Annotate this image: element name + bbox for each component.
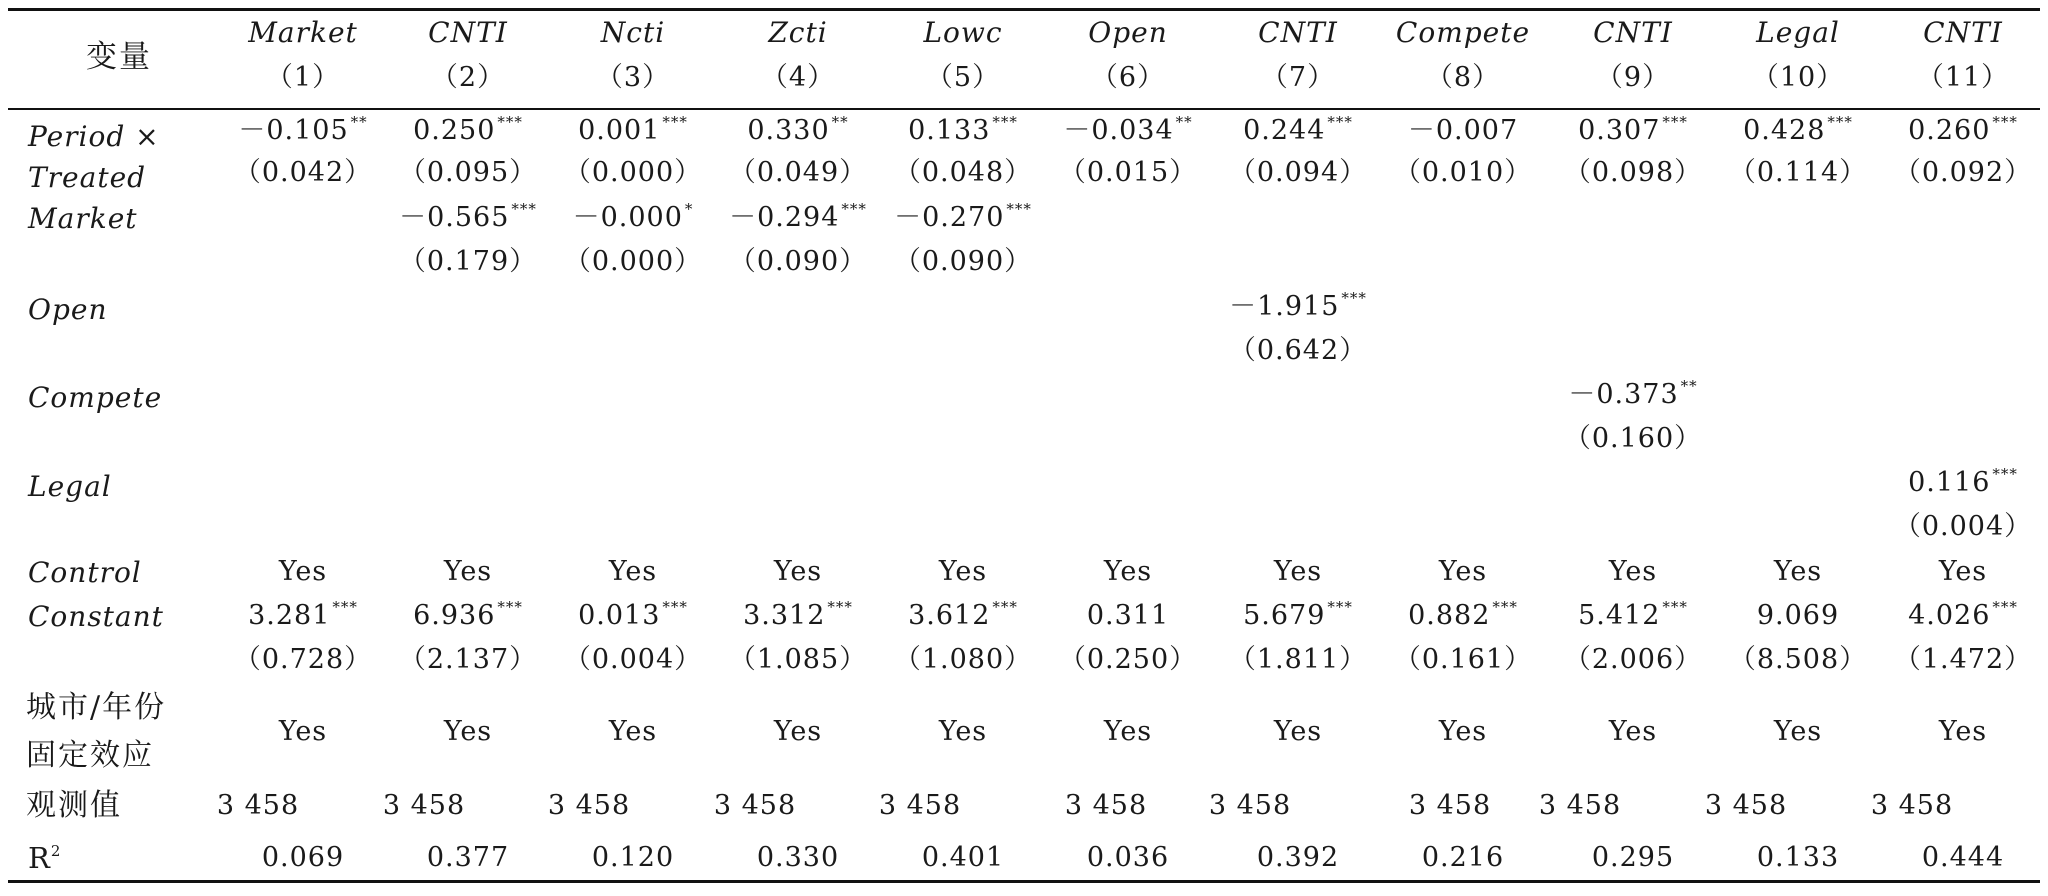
r-squared-value: 0.069 [261, 842, 345, 873]
coef-legal [1908, 465, 2018, 498]
observations-value: 3 458 [216, 790, 300, 821]
column-header-number: （9） [1595, 62, 1671, 93]
se-constant: （2.006） [1563, 644, 1703, 675]
coef-period-treated [238, 113, 368, 146]
se-period-treated: （0.098） [1563, 157, 1703, 188]
coef-constant-value: 5.679 [1243, 600, 1326, 631]
coef-constant [1243, 598, 1353, 631]
coef-period-treated-value: 0.260 [1908, 115, 1991, 146]
coef-constant [1408, 598, 1518, 631]
se-compete: （0.160） [1563, 423, 1703, 454]
coef-constant [1087, 601, 1169, 631]
top-rule [8, 8, 2040, 11]
column-header-name: CNTI [1258, 16, 1338, 49]
column-header-number: （6） [1090, 62, 1166, 93]
fixed-effects-yes: Yes [608, 716, 658, 747]
column-header-number: （4） [760, 62, 836, 93]
column-header-number: （11） [1916, 62, 2010, 93]
row-label-r-squared: $R^2$ [28, 841, 62, 875]
coef-constant-value: 0.311 [1086, 600, 1170, 631]
row-label-market: Market [28, 202, 138, 235]
coef-market [729, 200, 867, 233]
control-yes: Yes [1438, 556, 1488, 587]
column-header-number: （5） [925, 62, 1001, 93]
coef-market-stars: *** [1006, 200, 1032, 218]
row-label-fixed-effects-2: 固定效应 [26, 738, 154, 773]
observations-value: 3 458 [1704, 790, 1788, 821]
fixed-effects-yes: Yes [1938, 716, 1988, 747]
coef-constant-value: 5.412 [1578, 600, 1661, 631]
coef-period-treated [747, 113, 849, 146]
r-squared-value: 0.216 [1421, 842, 1505, 873]
se-open: （0.642） [1228, 335, 1368, 366]
control-yes: Yes [443, 556, 493, 587]
se-constant: （1.080） [893, 644, 1033, 675]
coef-period-treated [578, 113, 688, 146]
r-squared-value: 0.444 [1921, 842, 2005, 873]
coef-period-treated [908, 113, 1018, 146]
coef-constant-value: 3.612 [908, 600, 991, 631]
row-label-control: Control [28, 556, 142, 589]
control-yes: Yes [1103, 556, 1153, 587]
coef-period-treated-stars: ** [831, 113, 849, 131]
coef-constant [248, 598, 358, 631]
column-header-name: CNTI [428, 16, 508, 49]
se-period-treated: （0.049） [728, 157, 868, 188]
coef-period-treated-stars: *** [1327, 113, 1353, 131]
coef-compete-stars: ** [1680, 377, 1698, 395]
coef-market-stars: *** [841, 200, 867, 218]
coef-market-value: －0.294 [729, 202, 840, 233]
row-label-legal: Legal [28, 470, 112, 503]
column-header-number: （8） [1425, 62, 1501, 93]
coef-period-treated-stars: *** [1662, 113, 1688, 131]
coef-period-treated [1908, 113, 2018, 146]
column-header-number: （10） [1751, 62, 1845, 93]
control-yes: Yes [1938, 556, 1988, 587]
se-period-treated: （0.042） [233, 157, 373, 188]
coef-period-treated [413, 113, 523, 146]
coef-period-treated-stars: *** [992, 113, 1018, 131]
control-yes: Yes [608, 556, 658, 587]
coef-period-treated-value: 0.250 [413, 115, 496, 146]
observations-value: 3 458 [1064, 790, 1148, 821]
coef-constant [1908, 598, 2018, 631]
r-squared-value: 0.377 [426, 842, 510, 873]
control-yes: Yes [278, 556, 328, 587]
column-header-name: CNTI [1923, 16, 2003, 49]
se-constant: （1.472） [1893, 644, 2033, 675]
column-header-name: Lowc [923, 16, 1003, 49]
coef-period-treated [1578, 113, 1688, 146]
observations-value: 3 458 [1538, 790, 1622, 821]
coef-market-value: －0.565 [399, 202, 510, 233]
r-squared-value: 0.330 [756, 842, 840, 873]
coef-period-treated [1743, 113, 1853, 146]
coef-market [399, 200, 537, 233]
fixed-effects-yes: Yes [1773, 716, 1823, 747]
column-header-name: Ncti [600, 16, 666, 49]
row-label-treated: Treated [28, 161, 147, 194]
coef-open-stars: *** [1341, 289, 1367, 307]
coef-period-treated-value: 0.001 [578, 115, 661, 146]
control-yes: Yes [1273, 556, 1323, 587]
coef-period-treated-stars: *** [497, 113, 523, 131]
se-constant: （8.508） [1728, 644, 1868, 675]
header-rule [8, 108, 2040, 110]
se-legal: （0.004） [1893, 511, 2033, 542]
regression-table [8, 0, 2040, 896]
control-yes: Yes [1773, 556, 1823, 587]
fixed-effects-yes: Yes [773, 716, 823, 747]
coef-period-treated-value: 0.133 [908, 115, 991, 146]
column-header-number: （2） [430, 62, 506, 93]
se-constant: （2.137） [398, 644, 538, 675]
coef-constant [1578, 598, 1688, 631]
row-label-compete: Compete [28, 381, 163, 414]
coef-period-treated-value: 0.244 [1243, 115, 1326, 146]
column-header-number: （1） [265, 62, 341, 93]
coef-period-treated-stars: *** [1827, 113, 1853, 131]
se-constant: （1.085） [728, 644, 868, 675]
column-header-name: Open [1088, 16, 1168, 49]
se-period-treated: （0.114） [1728, 157, 1868, 188]
coef-period-treated-value: －0.007 [1407, 115, 1519, 146]
observations-value: 3 458 [1208, 790, 1292, 821]
se-period-treated: （0.010） [1393, 157, 1533, 188]
coef-constant-stars: *** [497, 598, 523, 616]
r-squared-value: 0.401 [921, 842, 1005, 873]
row-label-observations: 观测值 [26, 788, 122, 823]
coef-constant-value: 6.936 [413, 600, 496, 631]
se-constant: （0.250） [1058, 644, 1198, 675]
se-constant: （0.004） [563, 644, 703, 675]
se-period-treated: （0.094） [1228, 157, 1368, 188]
se-market: （0.179） [398, 246, 538, 277]
se-period-treated: （0.095） [398, 157, 538, 188]
coef-constant-value: 3.281 [248, 600, 331, 631]
fixed-effects-yes: Yes [278, 716, 328, 747]
control-yes: Yes [773, 556, 823, 587]
se-market: （0.090） [728, 246, 868, 277]
coef-constant-stars: *** [827, 598, 853, 616]
observations-value: 3 458 [382, 790, 466, 821]
coef-period-treated-value: 0.330 [747, 115, 830, 146]
coef-constant-stars: *** [1492, 598, 1518, 616]
se-constant: （1.811） [1228, 644, 1368, 675]
coef-constant-stars: *** [1992, 598, 2018, 616]
coef-compete-value: －0.373 [1568, 379, 1679, 410]
fixed-effects-yes: Yes [443, 716, 493, 747]
row-label-fixed-effects-1: 城市/年份 [26, 690, 167, 725]
coef-constant-stars: *** [1327, 598, 1353, 616]
column-header-name: Market [248, 16, 358, 49]
coef-period-treated [1063, 113, 1193, 146]
coef-period-treated-value: 0.428 [1743, 115, 1826, 146]
se-period-treated: （0.000） [563, 157, 703, 188]
se-constant: （0.728） [233, 644, 373, 675]
variable-column-header: 变量 [86, 39, 152, 75]
coef-constant-value: 0.013 [578, 600, 661, 631]
coef-market-value: －0.270 [894, 202, 1005, 233]
coef-legal-value: 0.116 [1908, 467, 1991, 498]
coef-open [1229, 289, 1367, 322]
coef-constant-stars: *** [1662, 598, 1688, 616]
bottom-rule [8, 880, 2040, 883]
coef-constant [413, 598, 523, 631]
r-squared-value: 0.133 [1756, 842, 1840, 873]
fixed-effects-yes: Yes [1103, 716, 1153, 747]
coef-legal-stars: *** [1992, 465, 2018, 483]
coef-period-treated-stars: *** [1992, 113, 2018, 131]
se-period-treated: （0.092） [1893, 157, 2033, 188]
coef-constant-value: 9.069 [1756, 600, 1840, 631]
coef-open-value: －1.915 [1229, 291, 1340, 322]
fixed-effects-yes: Yes [938, 716, 988, 747]
coef-constant-stars: *** [662, 598, 688, 616]
se-market: （0.000） [563, 246, 703, 277]
observations-value: 3 458 [878, 790, 962, 821]
observations-value: 3 458 [547, 790, 631, 821]
coef-constant [908, 598, 1018, 631]
coef-period-treated-stars: ** [1175, 113, 1193, 131]
coef-market-stars: *** [511, 200, 537, 218]
coef-market [572, 200, 694, 233]
se-constant: （0.161） [1393, 644, 1533, 675]
se-market: （0.090） [893, 246, 1033, 277]
coef-constant [1757, 601, 1839, 631]
observations-value: 3 458 [713, 790, 797, 821]
r-squared-value: 0.392 [1256, 842, 1340, 873]
control-yes: Yes [938, 556, 988, 587]
row-label-constant: Constant [28, 600, 164, 633]
r-squared-value: 0.120 [591, 842, 675, 873]
observations-value: 3 458 [1870, 790, 1954, 821]
coef-market-stars: * [684, 200, 694, 218]
coef-constant-value: 0.882 [1408, 600, 1491, 631]
se-period-treated: （0.048） [893, 157, 1033, 188]
column-header-name: CNTI [1593, 16, 1673, 49]
control-yes: Yes [1608, 556, 1658, 587]
coef-period-treated-value: 0.307 [1578, 115, 1661, 146]
coef-constant-value: 4.026 [1908, 600, 1991, 631]
coef-compete [1568, 377, 1698, 410]
column-header-number: （3） [595, 62, 671, 93]
coef-period-treated-stars: *** [662, 113, 688, 131]
coef-market [894, 200, 1032, 233]
coef-period-treated [1243, 113, 1353, 146]
fixed-effects-yes: Yes [1438, 716, 1488, 747]
column-header-number: （7） [1260, 62, 1336, 93]
coef-period-treated [1408, 116, 1518, 146]
coef-constant [743, 598, 853, 631]
coef-constant-value: 3.312 [743, 600, 826, 631]
column-header-name: Zcti [768, 16, 828, 49]
fixed-effects-yes: Yes [1273, 716, 1323, 747]
r-squared-value: 0.295 [1591, 842, 1675, 873]
coef-period-treated-value: －0.034 [1063, 115, 1174, 146]
coef-period-treated-value: －0.105 [238, 115, 349, 146]
coef-constant [578, 598, 688, 631]
coef-constant-stars: *** [332, 598, 358, 616]
r-squared-value: 0.036 [1086, 842, 1170, 873]
row-label-period: Period × [28, 120, 160, 153]
coef-period-treated-stars: ** [350, 113, 368, 131]
observations-value: 3 458 [1408, 790, 1492, 821]
column-header-name: Legal [1756, 16, 1840, 49]
column-header-name: Compete [1395, 16, 1531, 49]
coef-market-value: －0.000 [572, 202, 683, 233]
fixed-effects-yes: Yes [1608, 716, 1658, 747]
coef-constant-stars: *** [992, 598, 1018, 616]
se-period-treated: （0.015） [1058, 157, 1198, 188]
row-label-open: Open [28, 293, 108, 326]
